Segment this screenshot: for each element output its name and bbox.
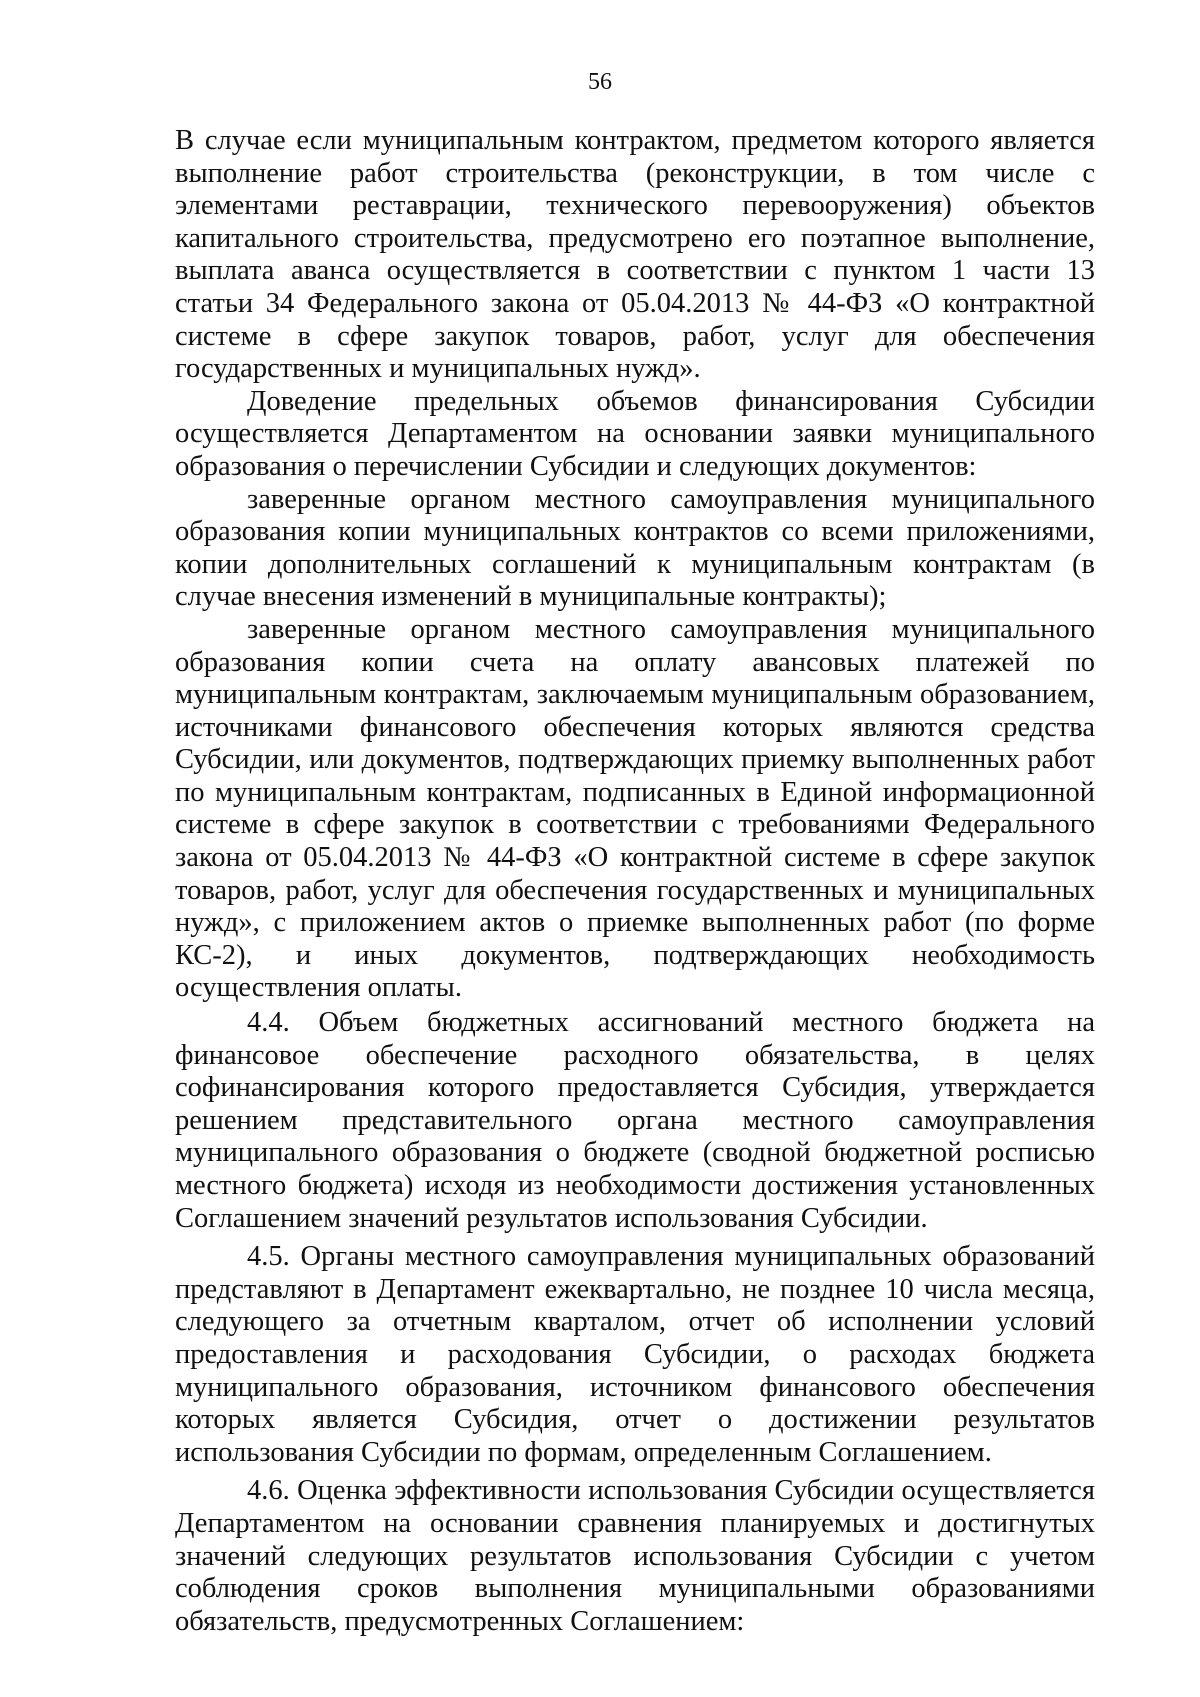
page-number: 56: [588, 69, 612, 95]
paragraph-funding-limits: Доведение предельных объемов финансирования Субсидии осуществляется Департаментом на основании заявки муниципального образования о перечислении Субсидии и следующих документов:: [175, 385, 1095, 482]
paragraph-certified-invoices: заверенные органом местного самоуправления муниципального образования копии счета на оплату авансовых платежей по муниципальным контрактам, заключаемым муниципальным образованием, источниками финансового обеспечения которых являются средства Субсидии, или документов, подтверждающих приемку выполненных работ по муниципальным контрактам, подписанных в Единой информационной системе в сфере закупок в соответствии с требованиями Федерального закона от 05.04.2013 № 44-ФЗ «О контрактной системе в сфере закупок товаров, работ, услуг для обеспечения государственных и муниципальных нужд», с приложением актов о приемке выполненных работ (по форме КС-2), и иных документов, подтверждающих необходимость осуществления оплаты.: [175, 613, 1095, 1004]
document-body: [175, 125, 1095, 1638]
paragraph-4-4: 4.4. Объем бюджетных ассигнований местного бюджета на финансовое обеспечение расходного обязательства, в целях софинансирования которого предоставляется Субсидия, утверждается решением представительного органа местного самоуправления муниципального образования о бюджете (сводной бюджетной росписью местного бюджета) исходя из необходимости достижения установленных Соглашением значений результатов использования Субсидии.: [175, 1007, 1095, 1234]
paragraph-advance-payment: В случае если муниципальным контрактом, предметом которого является выполнение работ строительства (реконструкции, в том числе с элементами реставрации, технического перевооружения) объектов капитального строительства, предусмотрено его поэтапное выполнение, выплата аванса осуществляется в соответствии с пунктом 1 части 13 статьи 34 Федерального закона от 05.04.2013 № 44-ФЗ «О контрактной системе в сфере закупок товаров, работ, услуг для обеспечения государственных и муниципальных нужд».: [175, 125, 1095, 385]
paragraph-4-5: 4.5. Органы местного самоуправления муниципальных образований представляют в Департамент ежеквартально, не позднее 10 числа месяца, следующего за отчетным кварталом, отчет об исполнении условий предоставления и расходования Субсидии, о расходах бюджета муниципального образования, источником финансового обеспечения которых является Субсидия, отчет о достижении результатов использования Субсидии по формам, определенным Соглашением.: [175, 1241, 1095, 1468]
paragraph-certified-contracts: заверенные органом местного самоуправления муниципального образования копии муниципальных контрактов со всеми приложениями, копии дополнительных соглашений к муниципальным контрактам (в случае внесения изменений в муниципальные контракты);: [175, 483, 1095, 613]
paragraph-4-6: 4.6. Оценка эффективности использования Субсидии осуществляется Департаментом на основании сравнения планируемых и достигнутых значений следующих результатов использования Субсидии с учетом соблюдения сроков выполнения муниципальными образованиями обязательств, предусмотренных Соглашением:: [175, 1475, 1095, 1637]
